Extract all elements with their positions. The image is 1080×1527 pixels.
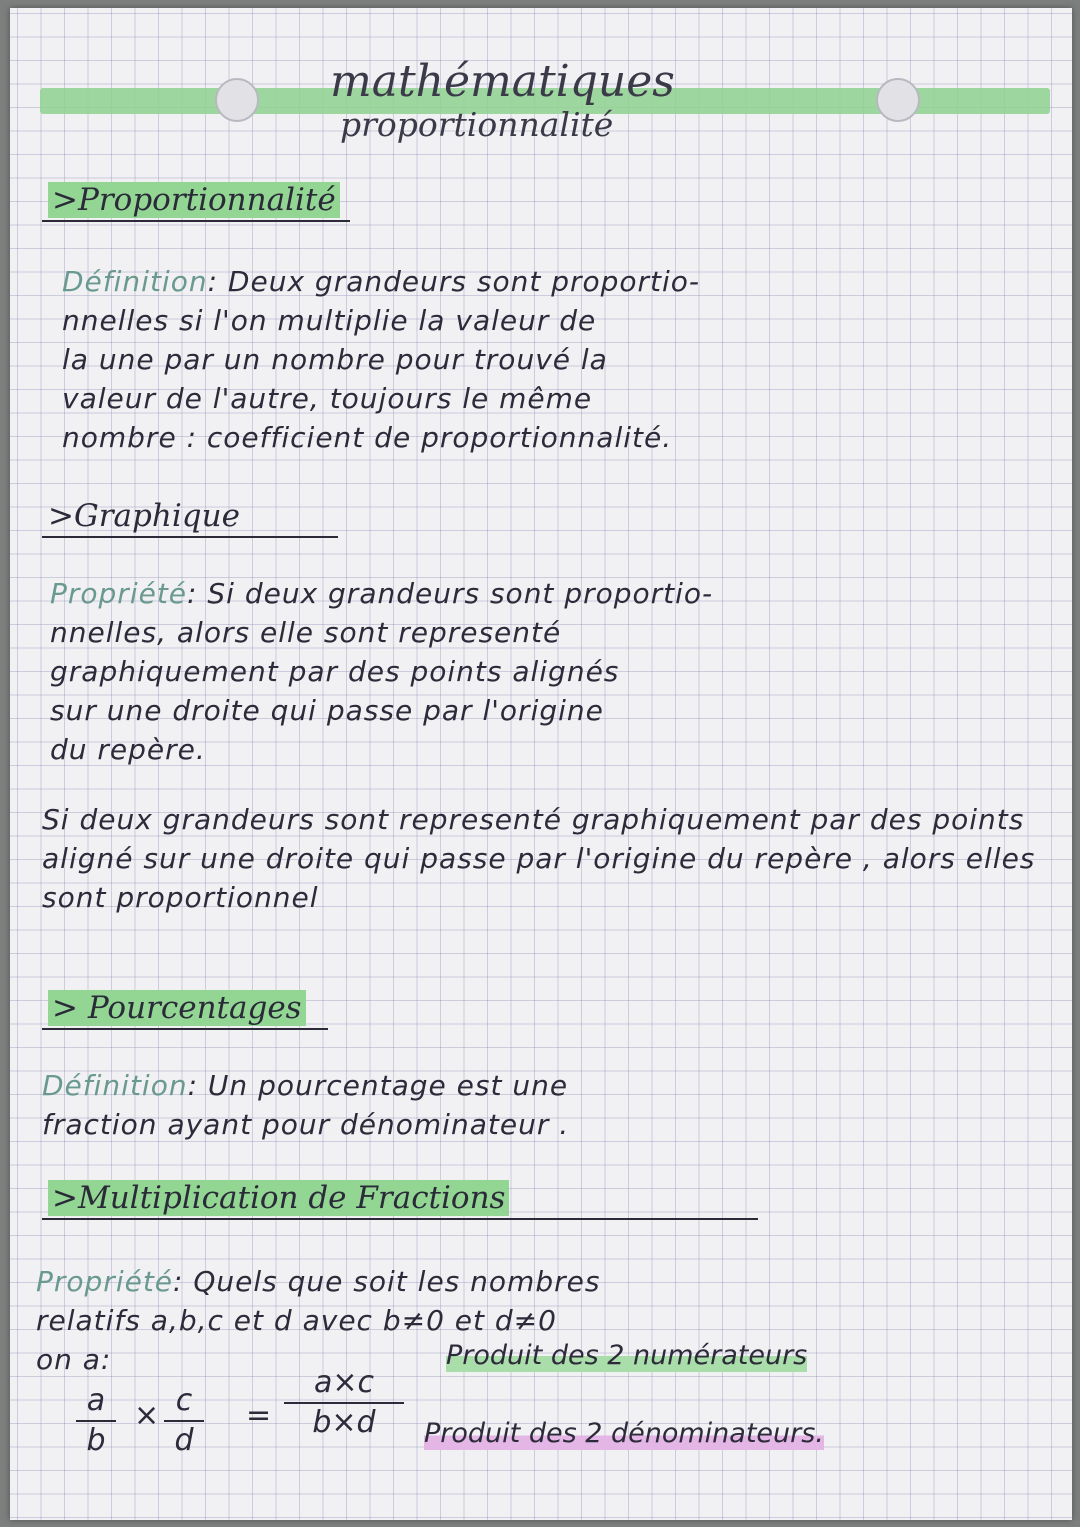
fraction-bar — [76, 1420, 116, 1422]
fraction-result — [284, 1366, 404, 1440]
fraction-bar — [284, 1402, 404, 1404]
heading-proportionnalite-text: >Proportionnalité — [48, 182, 340, 218]
property-label: Propriété — [36, 1265, 174, 1298]
property-graphique — [50, 574, 1050, 769]
annotation-numerators: Produit des 2 numérateurs — [446, 1340, 808, 1371]
fraction-bar — [164, 1420, 204, 1422]
property-label: Propriété — [50, 577, 188, 610]
property-text: : Quels que soit les nombres relatifs a,b,c et d avec b≠0 et d≠0 on a: — [36, 1265, 601, 1376]
fraction-numerator: c — [175, 1383, 193, 1418]
fraction-denominator: b — [86, 1423, 106, 1458]
heading-pourcentages — [42, 990, 328, 1030]
fraction-c-over-d — [164, 1384, 204, 1458]
fraction-a-over-b — [76, 1384, 116, 1458]
definition-label: Définition — [62, 265, 208, 298]
heading-proportionnalite — [42, 182, 350, 222]
definition-text: : Un pourcentage est une fraction ayant pour dénominateur . — [42, 1069, 570, 1141]
definition-text: : Deux grandeurs sont proportio- nnelles si l'on multiplie la valeur de la une par un nombre pour trouvé la valeur de l'autre, toujours le même nombre : coefficient de proportionnalité. — [62, 265, 701, 454]
page-title: mathématiques — [330, 56, 675, 107]
times-sign: × — [134, 1398, 160, 1433]
fraction-numerator: a — [86, 1383, 106, 1418]
fraction-denominator: d — [174, 1423, 194, 1458]
result-numerator: a×c — [313, 1365, 374, 1400]
binder-hole-right — [876, 78, 920, 122]
heading-multiplication — [42, 1180, 758, 1220]
result-denominator: b×d — [312, 1405, 376, 1440]
heading-multiplication-text: >Multiplication de Fractions — [48, 1180, 509, 1216]
heading-pourcentages-text: > Pourcentages — [48, 990, 306, 1026]
equals-sign: = — [246, 1398, 272, 1433]
binder-hole-left — [215, 78, 259, 122]
definition-proportionnalite — [62, 262, 1052, 457]
page-subtitle: proportionnalité — [340, 105, 614, 144]
heading-graphique — [42, 498, 338, 538]
definition-pourcentages — [42, 1066, 1042, 1144]
property-text: : Si deux grandeurs sont proportio- nnelles, alors elle sont representé graphiquement par des points alignés sur une droite qui passe par l'origine du repère. — [50, 577, 714, 766]
heading-graphique-text: >Graphique — [48, 498, 240, 534]
annotation-denominators: Produit des 2 dénominateurs. — [424, 1418, 824, 1449]
reciprocal-graphique: Si deux grandeurs sont representé graphiquement par des points aligné sur une droite qui passe par l'origine du repère , alors elles sont proportionnel — [42, 803, 1036, 914]
definition-label: Définition — [42, 1069, 188, 1102]
